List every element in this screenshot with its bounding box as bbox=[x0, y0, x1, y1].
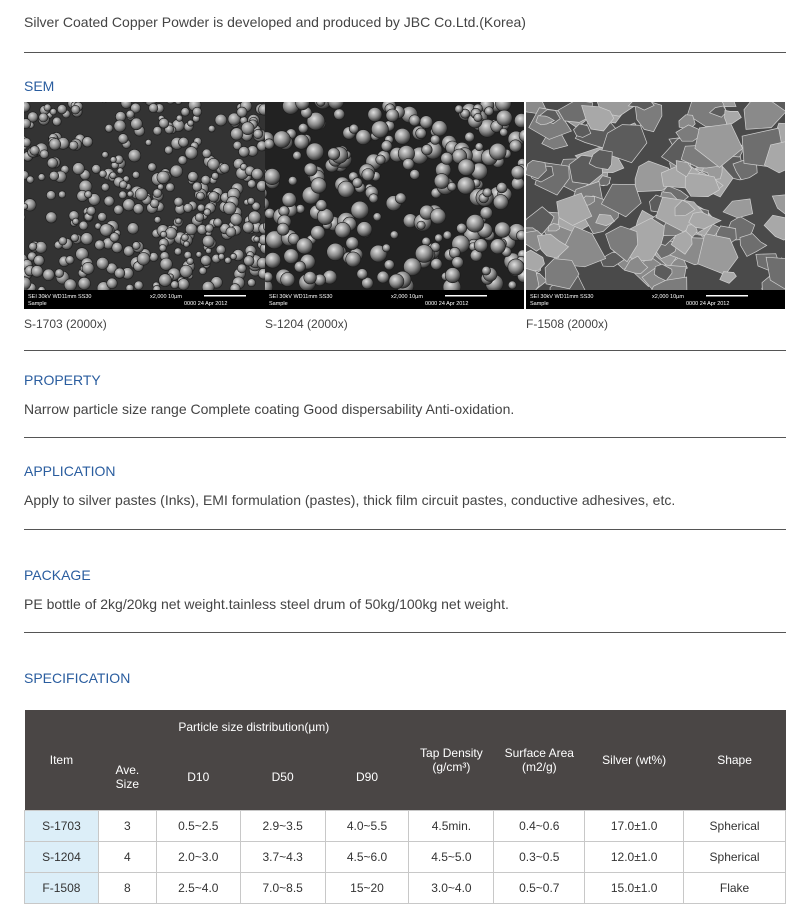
cell-tap-density: 4.5min. bbox=[409, 810, 494, 841]
table-row bbox=[25, 810, 786, 841]
sem-bar-mag: x2,000 10µm bbox=[652, 294, 684, 300]
intro-text: Silver Coated Copper Powder is developed and produced by JBC Co.Ltd.(Korea) bbox=[24, 14, 526, 30]
property-heading: PROPERTY bbox=[24, 372, 101, 388]
scale-bar bbox=[706, 295, 748, 297]
sem-bar-info: SEI 30kV WD11mm SS30 bbox=[530, 294, 594, 300]
header-d90: D90 bbox=[325, 744, 409, 810]
sem-bar-info: SEI 30kV WD11mm SS30 bbox=[28, 294, 92, 300]
cell-surface-area: 0.4~0.6 bbox=[494, 810, 585, 841]
cell-surface-area: 0.5~0.7 bbox=[494, 872, 585, 903]
cell-d50: 3.7~4.3 bbox=[240, 841, 325, 872]
package-heading: PACKAGE bbox=[24, 567, 91, 583]
header-item: Item bbox=[25, 710, 99, 810]
sem-heading: SEM bbox=[24, 78, 55, 94]
sem-bar-date: 0000 24 Apr 2012 bbox=[184, 301, 228, 307]
header-surface-area: Surface Area (m2/g) bbox=[494, 710, 585, 810]
header-d50: D50 bbox=[240, 744, 325, 810]
cell-item: S-1703 bbox=[25, 810, 99, 841]
cell-d10: 2.5~4.0 bbox=[156, 872, 240, 903]
cell-silver: 17.0±1.0 bbox=[585, 810, 684, 841]
cell-ave-size: 4 bbox=[98, 841, 156, 872]
cell-tap-density: 4.5~5.0 bbox=[409, 841, 494, 872]
header-shape: Shape bbox=[684, 710, 786, 810]
cell-shape: Spherical bbox=[684, 841, 786, 872]
header-d10: D10 bbox=[156, 744, 240, 810]
cell-d50: 7.0~8.5 bbox=[240, 872, 325, 903]
scale-bar bbox=[445, 295, 487, 297]
scale-bar bbox=[204, 295, 246, 297]
cell-shape: Spherical bbox=[684, 810, 786, 841]
sem-bar-mag: x2,000 10µm bbox=[150, 294, 182, 300]
cell-d90: 15~20 bbox=[325, 872, 409, 903]
header-silver: Silver (wt%) bbox=[585, 710, 684, 810]
divider bbox=[24, 529, 786, 530]
sem-image-f1508 bbox=[526, 102, 785, 309]
cell-surface-area: 0.3~0.5 bbox=[494, 841, 585, 872]
sem-caption: F-1508 (2000x) bbox=[526, 317, 609, 331]
package-text: PE bottle of 2kg/20kg net weight.tainless steel drum of 50kg/100kg net weight. bbox=[24, 596, 509, 612]
cell-tap-density: 3.0~4.0 bbox=[409, 872, 494, 903]
sem-bar-info: SEI 30kV WD11mm SS30 bbox=[269, 294, 333, 300]
application-heading: APPLICATION bbox=[24, 463, 116, 479]
sem-bar-sample: Sample bbox=[530, 301, 549, 307]
sem-bar-mag: x2,000 10µm bbox=[391, 294, 423, 300]
table-row bbox=[25, 841, 786, 872]
cell-d90: 4.5~6.0 bbox=[325, 841, 409, 872]
divider bbox=[24, 632, 786, 633]
specification-heading: SPECIFICATION bbox=[24, 670, 131, 686]
cell-d50: 2.9~3.5 bbox=[240, 810, 325, 841]
cell-d10: 0.5~2.5 bbox=[156, 810, 240, 841]
sem-bar-sample: Sample bbox=[28, 301, 47, 307]
sem-bar-sample: Sample bbox=[269, 301, 288, 307]
cell-item: F-1508 bbox=[25, 872, 99, 903]
sem-image-s1703 bbox=[24, 102, 283, 309]
sem-caption: S-1703 (2000x) bbox=[24, 317, 107, 331]
cell-silver: 12.0±1.0 bbox=[585, 841, 684, 872]
sem-image-s1204 bbox=[265, 102, 524, 309]
sem-bar-date: 0000 24 Apr 2012 bbox=[425, 301, 469, 307]
header-psd: Particle size distribution(µm) bbox=[156, 710, 409, 744]
header-tap-density: Tap Density (g/cm³) bbox=[409, 710, 494, 810]
table-row bbox=[25, 872, 786, 903]
cell-silver: 15.0±1.0 bbox=[585, 872, 684, 903]
divider bbox=[24, 52, 786, 53]
sem-caption: S-1204 (2000x) bbox=[265, 317, 348, 331]
cell-ave-size: 3 bbox=[98, 810, 156, 841]
header-ave-size: Ave. Size bbox=[98, 744, 156, 810]
application-text: Apply to silver pastes (Inks), EMI formulation (pastes), thick film circuit pastes, conductive adhesives, etc. bbox=[24, 492, 676, 508]
property-text: Narrow particle size range Complete coating Good dispersability Anti-oxidation. bbox=[24, 401, 515, 417]
divider bbox=[24, 350, 786, 351]
cell-d10: 2.0~3.0 bbox=[156, 841, 240, 872]
cell-item: S-1204 bbox=[25, 841, 99, 872]
cell-d90: 4.0~5.5 bbox=[325, 810, 409, 841]
divider bbox=[24, 437, 786, 438]
specification-table bbox=[24, 710, 786, 904]
sem-bar-date: 0000 24 Apr 2012 bbox=[686, 301, 730, 307]
cell-shape: Flake bbox=[684, 872, 786, 903]
cell-ave-size: 8 bbox=[98, 872, 156, 903]
